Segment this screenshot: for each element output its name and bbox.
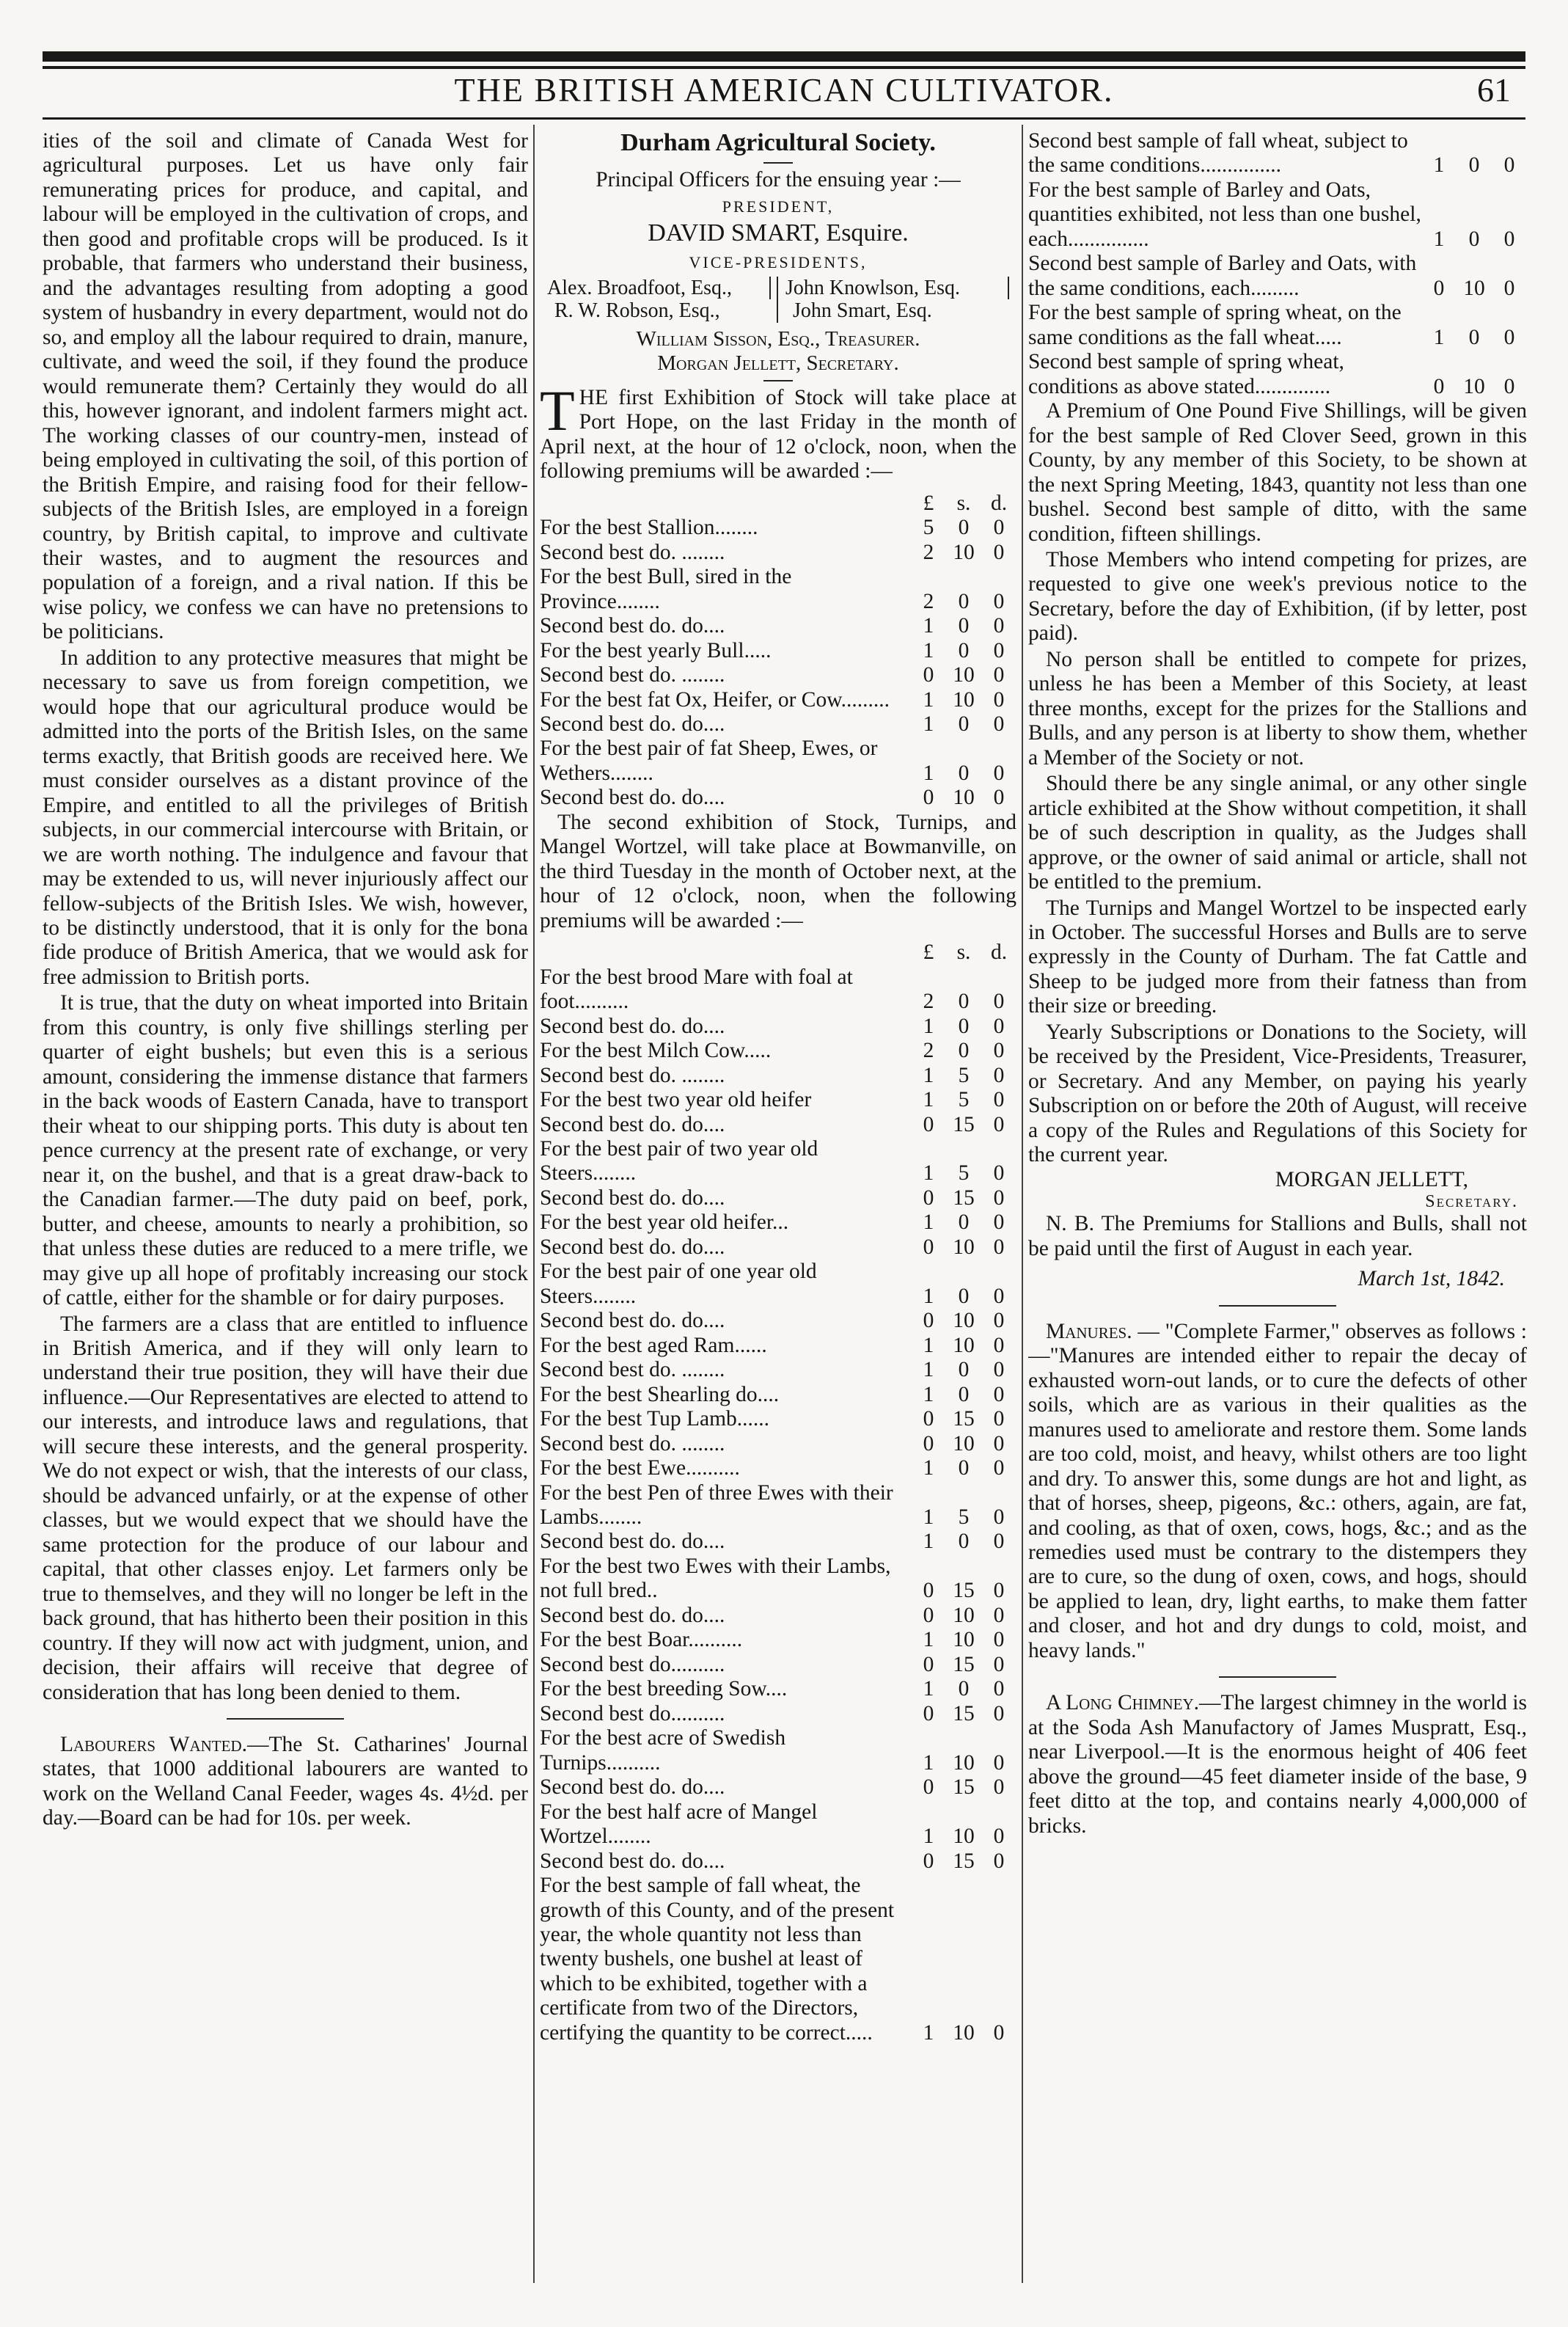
secretary-title: Secretary.: [1425, 1192, 1518, 1212]
prize-row: [540, 1726, 1016, 1775]
prize-description: Second best do. do....: [540, 1309, 725, 1333]
prize-pounds: 1: [923, 1063, 934, 1087]
top-border-thick: [43, 51, 1525, 62]
prize-list-continued: [1028, 129, 1527, 399]
prize-description: For the best Shearling do....: [540, 1382, 780, 1406]
prize-row: [540, 688, 1016, 712]
prize-pence: 0: [1503, 374, 1515, 398]
prize-shillings: 0: [958, 1014, 970, 1038]
labourers-text: —The St. Catharines' Journal states, that 1000 additional labourers are wanted to work on the Welland Canal Feeder, wages 4s. 4½d. per day.—Board can be had for 10s. per week.: [43, 1733, 528, 1830]
prize-description: Second best sample of Barley and Oats, with the same conditions, each.........: [1028, 252, 1417, 300]
prize-pounds: 2: [923, 540, 934, 564]
prize-pence: 0: [993, 1456, 1005, 1480]
prize-row: [540, 614, 1016, 638]
prize-description: Second best do. ........: [540, 1431, 725, 1455]
article-paragraph: In addition to any protective measures that might be necessary to save us from foreign competition, we would hope that our agricultural produce would be admitted into the ports of the British Isles, on the same terms exactly, that British goods are received here. We must consider ourselves as a distant province of the Empire, and entitled to all the privileges of British subjects, in our commercial intercourse with Britain, or we are worth nothing. The indulgence and favour that may be extended to us, will never injuriously affect our fellow-subjects of the British Isles. We wish, however, to be distinctly understood, that it is only for the bona fide produce of British America, that we would ask for free admission to British ports.: [43, 646, 528, 989]
prize-row: [1028, 301, 1527, 350]
prize-description: For the best yearly Bull.....: [540, 638, 772, 662]
prize-pounds: 5: [923, 516, 934, 540]
prize-description: Second best do..........: [540, 1701, 725, 1725]
prize-pence: 0: [993, 1407, 1005, 1431]
prize-pence: 0: [1503, 325, 1515, 349]
prize-row: [540, 1628, 1016, 1652]
prize-pounds: 1: [923, 1161, 934, 1186]
prize-description: Second best do. do....: [540, 1014, 725, 1038]
prize-pence: 0: [993, 1210, 1005, 1235]
prize-shillings: 10: [953, 687, 975, 712]
prize-description: For the best pair of one year old Steers........: [540, 1260, 817, 1308]
prize-pence: 0: [993, 1309, 1005, 1333]
prize-pence: 0: [1503, 276, 1515, 300]
prize-description: For the best pair of fat Sheep, Ewes, or Wethers........: [540, 737, 878, 785]
prize-pounds: 1: [923, 1677, 934, 1701]
prize-shillings: 0: [958, 1382, 970, 1406]
prize-pounds: 0: [923, 1112, 934, 1136]
nb-paragraph: N. B. The Premiums for Stallions and Bulls, shall not be paid until the first of August in each year.: [1028, 1212, 1527, 1260]
prize-description: For the best Bull, sired in the Province........: [540, 565, 792, 613]
notice-paragraph: Those Members who intend competing for prizes, are requested to give one week's previous notice to the Secretary, before the day of Exhibition, (if by letter, post paid).: [1028, 547, 1527, 646]
pounds-header: £: [923, 940, 934, 965]
column-divider: [533, 125, 535, 2283]
prize-pounds: 1: [1433, 325, 1445, 349]
prize-row: [540, 737, 1016, 786]
prize-description: For the best acre of Swedish Turnips..........: [540, 1726, 786, 1775]
prize-row: [540, 1039, 1016, 1063]
prize-shillings: 0: [958, 638, 970, 662]
section-rule: [227, 1718, 344, 1720]
notice-paragraph: No person shall be entitled to compete for prizes, unless he has been a Member of this Society, at least three months, except for the prizes for the Stallions and Bulls, and any person is at liberty to show them, whether a Member of the Society or not.: [1028, 647, 1527, 770]
prize-pounds: 0: [923, 1775, 934, 1800]
prize-pounds: 1: [923, 687, 934, 712]
prize-pence: 0: [993, 1284, 1005, 1308]
prize-description: For the best two Ewes with their Lambs, not full bred..: [540, 1554, 891, 1603]
prize-description: Second best do. do....: [540, 1186, 725, 1210]
chimney-text: —The largest chimney in the world is at the Soda Ash Manufactory of James Muspratt, Esq., near Liverpool.—It is the enormous height of 406 feet above the ground—45 feet diameter inside of the base, 9 feet ditto at the top, and contains nearly 4,000,000 of bricks.: [1028, 1691, 1527, 1838]
prize-pence: 0: [993, 1088, 1005, 1112]
prize-row: [1028, 252, 1527, 301]
prize-pounds: 1: [1433, 153, 1445, 178]
prize-pence: 0: [993, 990, 1005, 1014]
prize-row: [540, 1088, 1016, 1112]
manures-heading: Manures.: [1046, 1319, 1132, 1343]
prize-pence: 0: [993, 638, 1005, 662]
drop-cap: T: [540, 378, 575, 442]
president-label: PRESIDENT,: [722, 197, 835, 216]
prize-row: [540, 1383, 1016, 1407]
prize-pounds: 0: [923, 786, 934, 810]
prize-row: [540, 1775, 1016, 1800]
prize-pounds: 1: [923, 1014, 934, 1038]
section-rule: [1219, 1305, 1336, 1307]
prize-pence: 0: [993, 589, 1005, 613]
prize-shillings: 0: [958, 1039, 970, 1063]
prize-row: [540, 565, 1016, 614]
prize-description: For the best Pen of three Ewes with their Lambs........: [540, 1480, 893, 1529]
masthead-rule: [43, 117, 1525, 120]
president-name: DAVID SMART, Esquire.: [648, 219, 909, 247]
prize-shillings: 10: [1463, 276, 1485, 300]
prize-pounds: 1: [923, 638, 934, 662]
prize-pounds: 1: [923, 1210, 934, 1235]
prize-description: Second best sample of spring wheat, conditions as above stated..............: [1028, 350, 1344, 398]
vice-presidents-left: [547, 277, 778, 324]
prize-pounds: 0: [923, 1235, 934, 1259]
prize-pounds: 2: [923, 589, 934, 613]
prize-shillings: 15: [953, 1112, 975, 1136]
prize-pence: 0: [993, 663, 1005, 687]
prize-shillings: 10: [953, 2020, 975, 2045]
prize-pence: 0: [993, 761, 1005, 785]
prize-pence: 0: [993, 712, 1005, 736]
prize-shillings: 0: [958, 761, 970, 785]
prize-shillings: 15: [953, 1701, 975, 1725]
prize-row: [540, 1260, 1016, 1309]
prize-shillings: 5: [958, 1505, 970, 1529]
shillings-header: s.: [956, 491, 971, 515]
prize-shillings: 10: [953, 1431, 975, 1455]
page-number: 61: [1477, 71, 1511, 109]
prize-pence: 0: [993, 687, 1005, 712]
prize-pounds: 0: [923, 1309, 934, 1333]
prize-description: Second best do. do....: [540, 1775, 725, 1800]
prize-description: Second best do. ........: [540, 663, 725, 687]
prize-row: [1028, 178, 1527, 252]
prize-pounds: 0: [923, 1431, 934, 1455]
prize-description: Second best do. ........: [540, 540, 725, 564]
notice-paragraph: Should there be any single animal, or any other single article exhibited at the Show without competition, it shall be of such description in quality, as the Judges shall approve, or the owner of said animal or article, shall not be entitled to the premium.: [1028, 772, 1527, 894]
short-rule: [763, 380, 793, 381]
prize-list-first-exhibition: [540, 516, 1016, 811]
prize-pence: 0: [993, 1824, 1005, 1849]
prize-shillings: 10: [953, 1628, 975, 1652]
prize-row: [540, 1677, 1016, 1701]
prize-shillings: 0: [958, 614, 970, 638]
prize-pounds: 0: [923, 1186, 934, 1210]
prize-description: Second best do. do....: [540, 1849, 725, 1873]
prize-pounds: 1: [923, 1530, 934, 1554]
section-rule: [1219, 1676, 1336, 1678]
prize-row: [540, 1481, 1016, 1530]
prize-description: Second best sample of fall wheat, subject to the same conditions...............: [1028, 129, 1408, 178]
vice-president-name: John Smart, Esq.: [793, 299, 932, 323]
prize-pounds: 1: [923, 1088, 934, 1112]
exhibition-intro: [540, 378, 1016, 484]
prize-pounds: 0: [923, 1701, 934, 1725]
prize-row: [540, 663, 1016, 687]
prize-pence: 0: [993, 1431, 1005, 1455]
prize-row: [540, 516, 1016, 540]
prize-description: For the best sample of spring wheat, on the same conditions as the fall wheat.....: [1028, 301, 1402, 349]
short-rule: [763, 162, 793, 164]
prize-pence: 0: [993, 1186, 1005, 1210]
notice-paragraph: Yearly Subscriptions or Donations to the Society, will be received by the President, Vice-Presidents, Treasurer, or Secretary. And any Member, on paying his yearly Subscription on or before the 20th of August, will receive a copy of the Rules and Regulations of this Society for the current year.: [1028, 1020, 1527, 1167]
prize-pounds: 0: [1433, 276, 1445, 300]
prize-pounds: 1: [923, 1382, 934, 1406]
prize-pence: 0: [993, 2020, 1005, 2045]
prize-shillings: 15: [953, 1775, 975, 1800]
prize-pounds: 1: [923, 1505, 934, 1529]
prize-description: For the best Ewe..........: [540, 1456, 740, 1480]
prize-row: [540, 1800, 1016, 1849]
article-paragraph: The farmers are a class that are entitled to influence in British America, and if they will only learn to understand their true position, they will have their due influence.—Our Representatives are elected to attend to our interests, and introduce laws and regulations, that will secure these interests, and the general prosperity. We do not expect or wish, that the interests of our class, should be advanced unfairly, or at the expense of other classes, but we would expect that we should have the same protection for the produce of our labour and capital, that other classes enjoy. Let farmers only be true to themselves, and they will no longer be left in the back ground, that has hitherto been their position in this country. If they will now act with judgment, union, and decision, their affairs will receive that degree of consideration that has long been denied to them.: [43, 1312, 528, 1704]
prize-row: [540, 1358, 1016, 1382]
prize-row: [540, 1407, 1016, 1431]
prize-row: [540, 1432, 1016, 1456]
prize-pence: 0: [993, 1677, 1005, 1701]
prize-description: For the best year old heifer...: [540, 1210, 789, 1235]
prize-description: Second best do. do....: [540, 614, 725, 638]
prize-row: [540, 541, 1016, 565]
prize-pence: 0: [993, 1530, 1005, 1554]
prize-shillings: 10: [953, 1750, 975, 1775]
prize-row: [540, 1015, 1016, 1039]
officers-intro: Principal Officers for the ensuing year :—: [596, 167, 961, 191]
prize-description: Second best do. do....: [540, 786, 725, 810]
prize-shillings: 5: [958, 1088, 970, 1112]
chimney-paragraph: [1028, 1691, 1527, 1838]
prize-pounds: 0: [923, 1603, 934, 1627]
prize-pence: 0: [993, 1112, 1005, 1136]
prize-row: [540, 1113, 1016, 1137]
prize-shillings: 0: [958, 516, 970, 540]
prize-pence: 0: [993, 1063, 1005, 1087]
prize-description: Second best do. ........: [540, 1063, 725, 1087]
prize-row: [540, 1874, 1016, 2045]
prize-pounds: 1: [923, 1284, 934, 1308]
prize-row: [540, 1604, 1016, 1628]
prize-shillings: 0: [958, 1530, 970, 1554]
prize-shillings: 15: [953, 1652, 975, 1676]
prize-pounds: 1: [923, 614, 934, 638]
prize-shillings: 5: [958, 1063, 970, 1087]
column-1: [43, 129, 528, 2283]
prize-shillings: 0: [958, 990, 970, 1014]
prize-description: For the best pair of two year old Steers........: [540, 1136, 818, 1186]
prize-pence: 0: [993, 1382, 1005, 1406]
prize-row: [1028, 350, 1527, 399]
prize-pounds: 1: [923, 1750, 934, 1775]
exhibition-intro-text: HE first Exhibition of Stock will take place at Port Hope, on the last Friday in the month of April next, at the hour of 12 o'clock, noon, when the following premiums will be awarded :—: [540, 385, 1016, 483]
prize-description: For the best Stallion........: [540, 516, 758, 540]
vice-presidents-right: [778, 277, 1009, 324]
prize-row: [540, 1653, 1016, 1677]
prize-description: For the best Boar..........: [540, 1628, 743, 1652]
prize-shillings: 0: [1468, 153, 1480, 178]
prize-row: [540, 639, 1016, 663]
prize-pounds: 2: [923, 990, 934, 1014]
prize-shillings: 0: [958, 1358, 970, 1382]
prize-description: For the best sample of Barley and Oats, quantities exhibited, not less than one bushel, each...............: [1028, 178, 1421, 251]
currency-header: [540, 940, 1016, 965]
prize-pounds: 1: [923, 761, 934, 785]
prize-pounds: 1: [923, 1358, 934, 1382]
prize-pounds: 0: [923, 1579, 934, 1603]
labourers-heading: Labourers Wanted.: [60, 1733, 247, 1756]
column-2: [540, 129, 1016, 2283]
prize-pence: 0: [993, 1701, 1005, 1725]
prize-pence: 0: [993, 614, 1005, 638]
prize-shillings: 10: [953, 540, 975, 564]
prize-pence: 0: [993, 1505, 1005, 1529]
article-paragraph: It is true, that the duty on wheat imported into Britain from this country, is only five shillings sterling per quarter of eight bushels; but even this is a serious amount, considering the immense distance that farmers in the back woods of Eastern Canada, have to transport their wheat to our shipping ports. This duty is about ten pence currency at the present rate of exchange, or very near it, on the bushel, and that is a great draw-back to the Canadian farmer.—The duty paid on beef, pork, butter, and cheese, amounts to nearly a prohibition, so that unless these duties are reduced to a mere trifle, we may give up all hope of profitably increasing our stock of cattle, either for the shamble or for dairy purposes.: [43, 991, 528, 1310]
prize-shillings: 10: [953, 1603, 975, 1627]
prize-pounds: 0: [1433, 374, 1445, 398]
prize-pence: 0: [993, 1039, 1005, 1063]
prize-description: Second best do. ........: [540, 1358, 725, 1382]
prize-pounds: 2: [923, 1039, 934, 1063]
prize-row: [540, 1186, 1016, 1210]
column-3: [1028, 129, 1527, 2283]
prize-row: [1028, 129, 1527, 178]
prize-pence: 0: [993, 1333, 1005, 1357]
prize-pence: 0: [993, 1358, 1005, 1382]
prize-list-second-exhibition: [540, 965, 1016, 2046]
prize-shillings: 0: [958, 1677, 970, 1701]
manures-paragraph: [1028, 1320, 1527, 1664]
prize-pounds: 0: [923, 663, 934, 687]
pence-header: d.: [990, 491, 1008, 515]
prize-shillings: 10: [953, 1333, 975, 1357]
prize-pounds: 0: [923, 1849, 934, 1873]
prize-pence: 0: [1503, 153, 1515, 178]
currency-header: [540, 492, 1016, 516]
prize-description: For the best half acre of Mangel Wortzel........: [540, 1800, 818, 1849]
prize-pence: 0: [993, 1579, 1005, 1603]
prize-pounds: 0: [923, 1652, 934, 1676]
prize-pence: 0: [993, 1014, 1005, 1038]
masthead-title: THE BRITISH AMERICAN CULTIVATOR.: [454, 71, 1114, 109]
prize-description: Second best do. do....: [540, 1603, 725, 1627]
society-heading: Durham Agricultural Society.: [620, 129, 936, 156]
prize-description: Second best do. do....: [540, 1235, 725, 1259]
prize-row: [540, 1456, 1016, 1480]
column-divider: [1022, 125, 1023, 2283]
prize-description: For the best fat Ox, Heifer, or Cow.........: [540, 687, 890, 712]
vice-president-name: R. W. Robson, Esq.,: [554, 299, 720, 323]
prize-pence: 0: [1503, 227, 1515, 251]
prize-pence: 0: [993, 540, 1005, 564]
prize-description: For the best two year old heifer: [540, 1088, 812, 1112]
prize-row: [540, 1137, 1016, 1186]
prize-description: Second best do. do....: [540, 712, 725, 736]
prize-row: [540, 1555, 1016, 1604]
prize-pence: 0: [993, 516, 1005, 540]
prize-description: For the best brood Mare with foal at foot..........: [540, 965, 853, 1014]
masthead: [43, 70, 1525, 114]
prize-pounds: 1: [923, 712, 934, 736]
prize-pounds: 0: [923, 1407, 934, 1431]
prize-row: [540, 1530, 1016, 1554]
prize-pence: 0: [993, 786, 1005, 810]
prize-pence: 0: [993, 1652, 1005, 1676]
prize-row: [540, 1849, 1016, 1874]
prize-shillings: 10: [953, 663, 975, 687]
prize-shillings: 15: [953, 1579, 975, 1603]
prize-pounds: 1: [923, 1333, 934, 1357]
prize-pence: 0: [993, 1628, 1005, 1652]
prize-row: [540, 1210, 1016, 1235]
prize-shillings: 0: [958, 1456, 970, 1480]
prize-shillings: 0: [1468, 325, 1480, 349]
treasurer-line: William Sisson, Esq., Treasurer.: [636, 327, 920, 351]
vice-presidents-label: VICE-PRESIDENTS,: [689, 252, 868, 271]
prize-description: Second best do. do....: [540, 1112, 725, 1136]
article-paragraph: ities of the soil and climate of Canada West for agricultural purposes. Let us have only fair remunerating prices for produce, and capital, and labour will be employed in the cultivation of crops, and then good and profitable crops will be produced. Is it probable, that farmers who understand their business, and the advantages resulting from adopting a good system of husbandry in every department, would not do so, and employ all the labour required to drain, manure, cultivate, and weed the soil, if they found the produce would remunerate them? Certainly they would do all this, however ignorant, and indolent farmers might act. The working classes of our country-men, instead of being employed in cultivating the soil, of this portion of the British Empire, and raising food for their fellow-subjects of the British Isles, are employed in a foreign country, by British capital, to improve and cultivate their wastes, and to augment the resources and population of a foreign, and a rival nation. If this be wise policy, we confess we can have no pretensions to be politicians.: [43, 129, 528, 644]
notice-paragraph: A Premium of One Pound Five Shillings, will be given for the best sample of Red Clover Seed, grown in this County, by any member of this Society, to be shown at the next Spring Meeting, 1843, quantity not less than one bushel. Second best sample of ditto, with the same condition, fifteen shillings.: [1028, 399, 1527, 546]
prize-shillings: 15: [953, 1186, 975, 1210]
prize-pence: 0: [993, 1849, 1005, 1873]
prize-shillings: 10: [953, 1309, 975, 1333]
prize-shillings: 5: [958, 1161, 970, 1186]
prize-description: For the best Milch Cow.....: [540, 1039, 772, 1063]
prize-pounds: 1: [923, 1824, 934, 1849]
shillings-header: s.: [956, 940, 971, 965]
prize-shillings: 15: [953, 1407, 975, 1431]
prize-shillings: 10: [953, 1235, 975, 1259]
prize-shillings: 0: [1468, 227, 1480, 251]
pence-header: d.: [990, 940, 1008, 965]
prize-row: [540, 1334, 1016, 1358]
top-border-thin: [43, 66, 1525, 69]
prize-pounds: 1: [1433, 227, 1445, 251]
prize-row: [540, 1309, 1016, 1333]
prize-shillings: 10: [953, 1824, 975, 1849]
prize-shillings: 10: [953, 786, 975, 810]
manures-text: — "Complete Farmer," observes as follows :—"Manures are intended either to repair the decay of exhausted worn-out lands, or to cure the defects of other soils, which are as various in their qualities as the manures used to ameliorate and restore them. Some lands are too cold, moist, and heavy, whilst others are too light and dry. To answer this, some dungs are hot and light, as that of horses, sheep, pigeons, &c.: others, again, are fat, and cooling, as that of oxen, cows, hogs, &c.; and as the remedies used must be contrary to the distempers they are to cure, so the dung of oxen, cows, and hogs, should be applied to lean, dry, light earths, to make them fatter and closer, and hot and dry dungs to cold, moist, and heavy lands.": [1028, 1319, 1527, 1662]
prize-row: [540, 1064, 1016, 1088]
prize-row: [540, 1235, 1016, 1260]
prize-pence: 0: [993, 1603, 1005, 1627]
vice-president-name: John Knowlson, Esq.: [785, 277, 1009, 300]
vice-president-name: Alex. Broadfoot, Esq.,: [547, 277, 771, 300]
notice-paragraph: The Turnips and Mangel Wortzel to be inspected early in October. The successful Horses and Bulls are to serve expressly in the County of Durham. The fat Cattle and Sheep to be judged more from their fatness than from their size or breeding.: [1028, 896, 1527, 1018]
prize-pence: 0: [993, 1161, 1005, 1186]
prize-pounds: 1: [923, 2020, 934, 2045]
prize-pence: 0: [993, 1775, 1005, 1800]
prize-description: For the best sample of fall wheat, the growth of this County, and of the present year, the whole quantity not less than twenty bushels, one bushel at least of which to be exhibited, together with a certificate from two of the Directors, certifying the quantity to be correct.....: [540, 1874, 895, 2045]
prize-shillings: 10: [1463, 374, 1485, 398]
secretary-line: Morgan Jellett, Secretary.: [657, 351, 899, 375]
prize-row: [540, 786, 1016, 810]
prize-description: For the best breeding Sow....: [540, 1677, 788, 1701]
second-exhibition-intro: The second exhibition of Stock, Turnips, and Mangel Wortzel, will take place at Bowmanville, on the third Tuesday in the month of October next, at the hour of 12 o'clock, noon, when the following premiums will be awarded :—: [540, 810, 1016, 932]
prize-pounds: 1: [923, 1628, 934, 1652]
prize-shillings: 0: [958, 1210, 970, 1235]
prize-description: For the best Tup Lamb......: [540, 1407, 770, 1431]
prize-pence: 0: [993, 1235, 1005, 1259]
dateline: March 1st, 1842.: [1358, 1267, 1505, 1291]
vice-presidents-list: [547, 277, 1009, 324]
prize-shillings: 0: [958, 589, 970, 613]
prize-description: Second best do..........: [540, 1652, 725, 1676]
prize-shillings: 0: [958, 712, 970, 736]
chimney-heading: A Long Chimney.: [1046, 1691, 1200, 1715]
prize-description: Second best do. do....: [540, 1530, 725, 1554]
prize-description: For the best aged Ram......: [540, 1333, 767, 1357]
prize-shillings: 0: [958, 1284, 970, 1308]
labourers-paragraph: [43, 1733, 528, 1831]
prize-row: [540, 1702, 1016, 1726]
prize-row: [540, 712, 1016, 737]
secretary-signature: MORGAN JELLETT,: [1275, 1167, 1468, 1191]
prize-shillings: 15: [953, 1849, 975, 1873]
pounds-header: £: [923, 491, 934, 515]
prize-row: [540, 965, 1016, 1015]
prize-pounds: 1: [923, 1456, 934, 1480]
prize-pence: 0: [993, 1750, 1005, 1775]
